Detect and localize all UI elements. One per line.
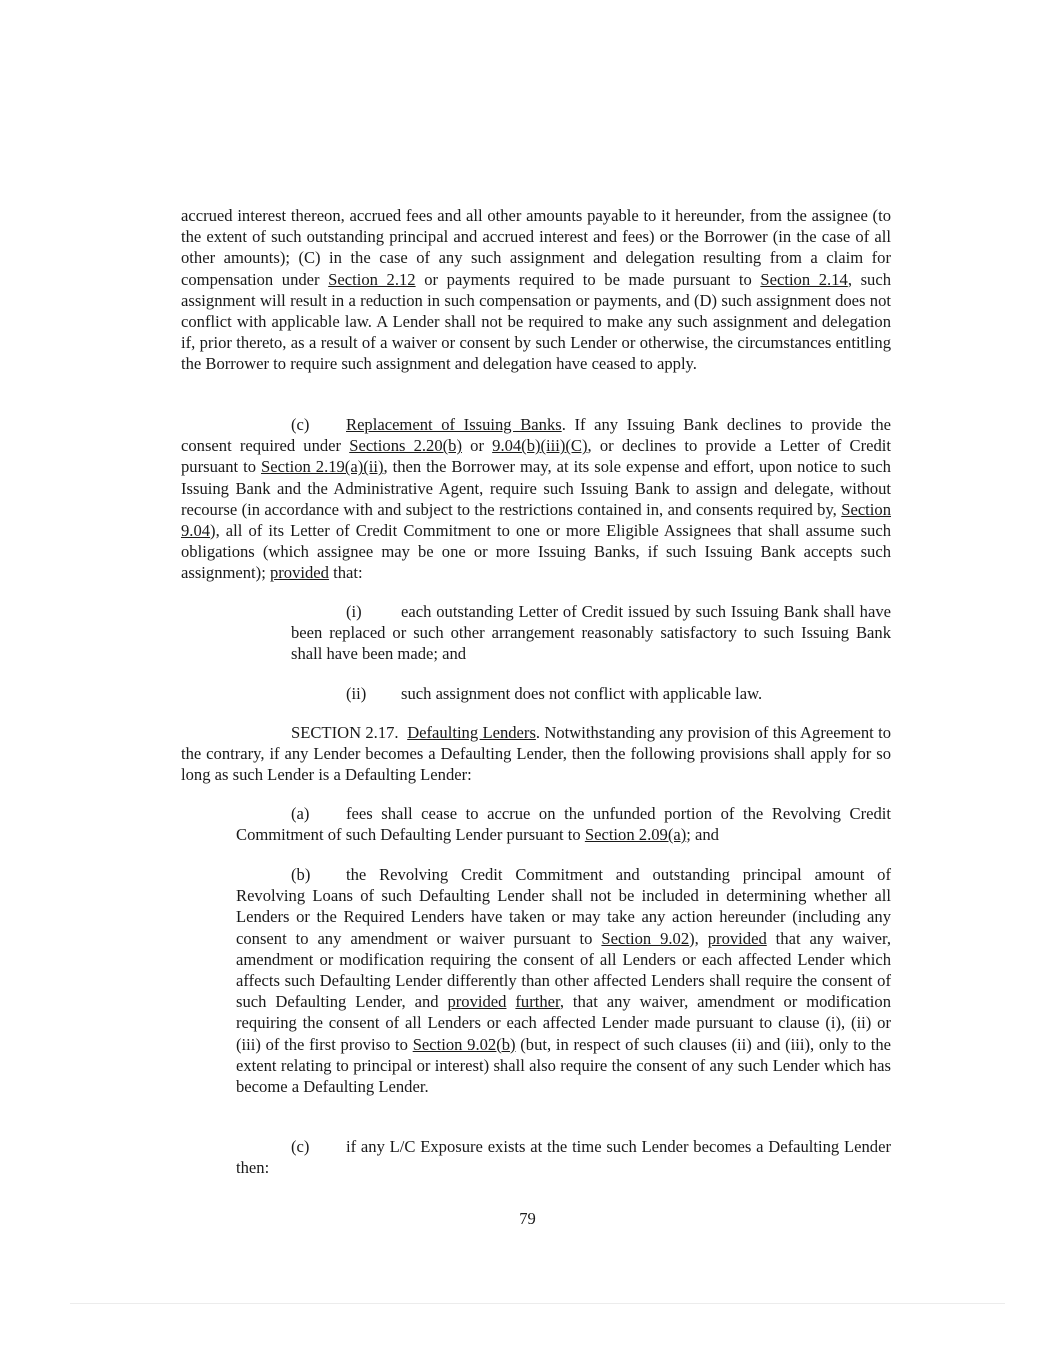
subclause-i: (i) each outstanding Letter of Credit issued by such Issuing Bank shall have been replaced or such other arrangement reasonably satisfactory to such Issuing Bank shall have been made; and — [291, 602, 891, 664]
subclause-label: (i) — [346, 602, 362, 621]
section-number: SECTION 2.17. — [291, 723, 399, 742]
clause-label: (c) — [291, 415, 310, 434]
page-number: 79 — [519, 1209, 536, 1228]
section-ref-9-02[interactable]: Section 9.02 — [601, 928, 690, 948]
further-term: further — [515, 992, 560, 1012]
paragraph-replacement-of-issuing-banks: (c) Replacement of Issuing Banks. If any Issuing Bank declines to provide the consent required under Sections 2.20(b) or 9.04(b)(iii)(C), or declines to provide a Letter of Credit pursuant to Section 2.19(a)(ii), then the Borrower may, at its sole expense and effort, upon notice to such Issuing Bank and the Administrative Agent, require such Issuing Bank to assign and delegate, without recourse (in accordance with and subject to the restrictions contained in, and consents required by, Section 9.04), all of its Letter of Credit Commitment to one or more Eligible Assignees that shall assume such obligations (which assignee may be one or more Issuing Banks, if such Issuing Bank accepts such assignment); provided that: — [181, 415, 891, 583]
clause-heading: Replacement of Issuing Banks — [346, 415, 562, 434]
clause-b: (b) the Revolving Credit Commitment and outstanding principal amount of Revolving Loans of such Defaulting Lender shall not be included in determining whether all Lenders or the Required Lenders have taken or may take any action hereunder (including any consent to any amendment or waiver pursuant to Section 9.02), provided that any waiver, amendment or modification requiring the consent of all Lenders or each affected Lender which affects such Defaulting Lender differently than other affected Lenders shall require the consent of such Defaulting Lender, and provided further, that any waiver, amendment or modification requiring the consent of all Lenders or each affected Lender made pursuant to clause (i), (ii) or (iii) of the first proviso to Section 9.02(b) (but, in respect of such clauses (ii) and (iii), only to the extent relating to principal or interest) shall also require the consent of any such Lender which has become a Defaulting Lender. — [236, 865, 891, 1097]
provided-term: provided — [707, 928, 767, 948]
section-ref-2-12[interactable]: Section 2.12 — [328, 269, 416, 289]
clause-label: (c) — [291, 1137, 310, 1156]
section-ref-2-19aii[interactable]: Section 2.19(a)(ii) — [261, 457, 384, 477]
clause-label: (b) — [291, 865, 311, 884]
clause-a: (a) fees shall cease to accrue on the unfunded portion of the Revolving Credit Commitment of such Defaulting Lender pursuant to Section 2.09(a); and — [236, 804, 891, 845]
subclause-label: (ii) — [346, 684, 367, 703]
clause-c: (c) if any L/C Exposure exists at the time such Lender becomes a Defaulting Lender then: — [236, 1137, 891, 1178]
footer-divider — [70, 1303, 1005, 1304]
section-ref-9-04[interactable]: Section 9.04 — [181, 499, 891, 541]
provided-term: provided — [269, 563, 329, 583]
section-2-17-defaulting-lenders: SECTION 2.17. Defaulting Lenders. Notwithstanding any provision of this Agreement to the contrary, if any Lender becomes a Defaulting Lender, then the following provisions shall apply for so long as such Lender is a Defaulting Lender: — [181, 723, 891, 785]
paragraph-continuation: accrued interest thereon, accrued fees and all other amounts payable to it hereunder, from the assignee (to the extent of such outstanding principal and accrued interest and fees) or the Borrower (in the case of all other amounts); (C) in the case of any such assignment and delegation resulting from a claim for compensation under Section 2.12 or payments required to be made pursuant to Section 2.14, such assignment will result in a reduction in such compensation or payments, and (D) such assignment does not conflict with applicable law. A Lender shall not be required to make any such assignment and delegation if, prior thereto, as a result of a waiver or consent by such Lender or otherwise, the circumstances entitling the Borrower to require such assignment and delegation have ceased to apply. — [181, 206, 891, 374]
section-ref-2-14[interactable]: Section 2.14 — [760, 269, 848, 289]
section-heading: Defaulting Lenders — [407, 723, 536, 742]
subclause-ii: (ii) such assignment does not conflict with applicable law. — [346, 684, 763, 703]
section-ref-2-09a[interactable]: Section 2.09(a) — [584, 825, 687, 845]
section-ref-9-02b[interactable]: Section 9.02(b) — [412, 1034, 516, 1054]
section-ref-9-04biiic[interactable]: 9.04(b)(iii)(C) — [492, 436, 588, 456]
section-ref-2-20b[interactable]: Sections 2.20(b) — [349, 436, 462, 456]
clause-label: (a) — [291, 804, 310, 823]
provided-term: provided — [447, 992, 507, 1012]
